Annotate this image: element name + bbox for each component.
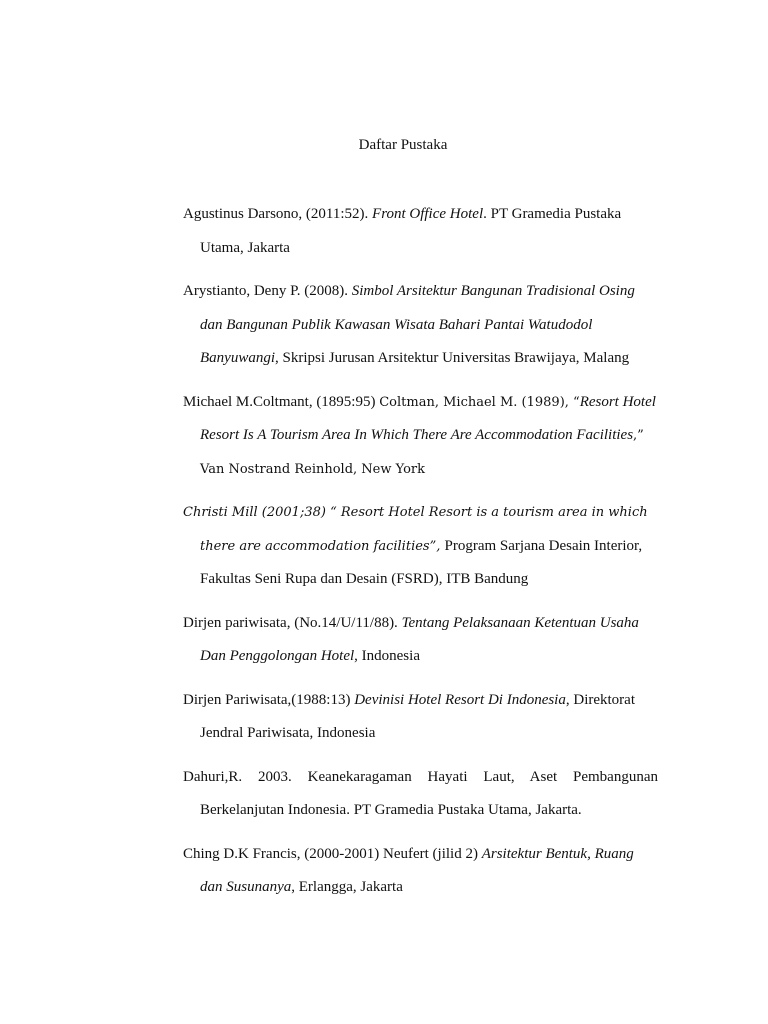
reference-item [183, 386, 658, 487]
reference-text: Coltman, Michael M. (1989), “ [379, 394, 580, 410]
reference-text: , Skripsi Jurusan Arsitektur Universitas Brawijaya, Malang [275, 350, 630, 366]
reference-title: Simbol Arsitektur Bangunan Tradisional Osing dan Bangunan Publik Kawasan Wisata Bahari Pantai Watudodol Banyuwangi [200, 283, 635, 366]
reference-title: Devinisi Hotel Resort Di Indonesia [354, 691, 566, 708]
reference-text: Dahuri,R. 2003. Keanekaragaman Hayati Laut, Aset Pembangunan Berkelanjutan Indonesia. PT Gramedia Pustaka Utama, Jakarta. [183, 768, 658, 818]
reference-text: Program Sarjana Desain Interior, Fakultas Seni Rupa dan Desain (FSRD), ITB Bandung [200, 537, 643, 587]
reference-item [183, 275, 658, 376]
reference-item [183, 198, 658, 265]
page-title: Daftar Pustaka [358, 137, 448, 153]
reference-title: Resort Hotel Resort Is A Tourism Area In Which There Are Accommodation Facilities [200, 393, 656, 443]
reference-item [183, 496, 658, 597]
reference-list [183, 198, 658, 915]
reference-item [183, 838, 658, 905]
reference-text: Michael M.Coltmant, (1895:95) [183, 393, 380, 410]
reference-text: Dirjen pariwisata, (No.14/U/11/88). [183, 614, 402, 631]
reference-title: Arsitektur Bentuk, Ruang dan Susunanya [200, 845, 634, 895]
reference-text: Ching D.K Francis, (2000-2001) Neufert (jilid 2) [183, 845, 482, 862]
reference-text: Dirjen Pariwisata,(1988:13) [183, 691, 355, 708]
reference-text: Arystianto, Deny P. (2008). [183, 283, 352, 299]
reference-item [183, 684, 658, 751]
reference-title: Tentang Pelaksanaan Ketentuan Usaha Dan Penggolongan Hotel [200, 614, 639, 664]
reference-text: , Indonesia [354, 648, 420, 664]
reference-item [183, 607, 658, 674]
reference-text: , Direktorat Jendral Pariwisata, Indonesia [200, 691, 635, 741]
reference-item [183, 761, 658, 828]
reference-title: Christi Mill (2001;38) “ Resort Hotel Resort is a tourism area in which there are accommodation facilities”, [183, 505, 648, 554]
reference-title: Front Office Hotel [372, 206, 484, 222]
reference-text: Agustinus Darsono, (2011:52). [183, 206, 373, 222]
reference-text: , Erlangga, Jakarta [291, 879, 403, 895]
reference-text: . PT Gramedia Pustaka Utama, Jakarta [200, 206, 622, 256]
reference-text: ,” Van Nostrand Reinhold, New York [200, 428, 644, 477]
